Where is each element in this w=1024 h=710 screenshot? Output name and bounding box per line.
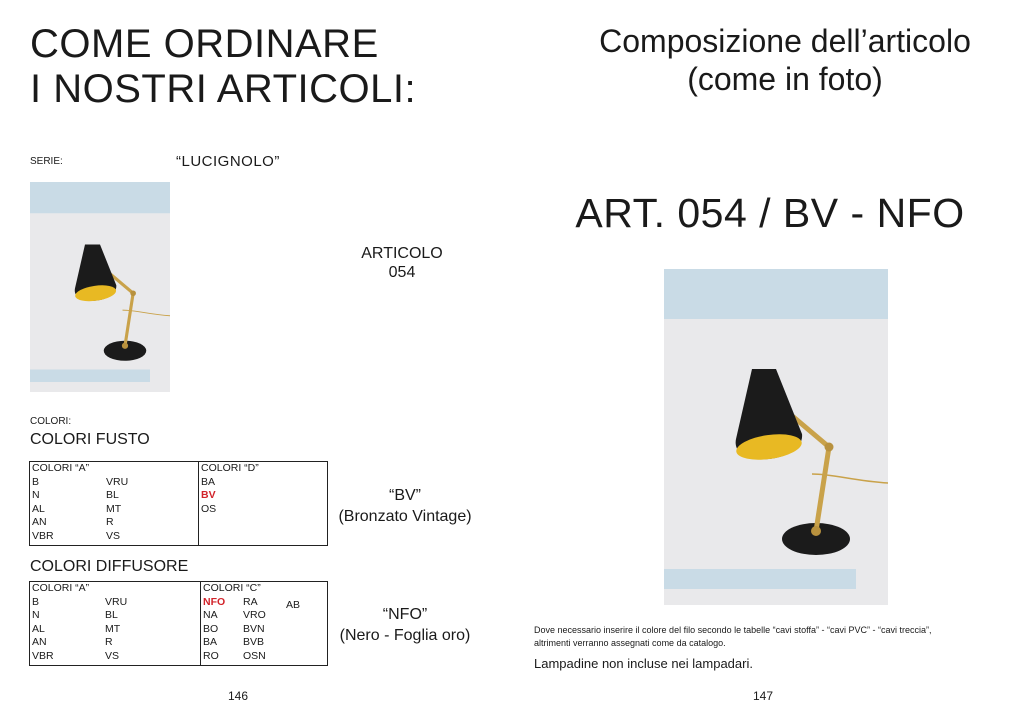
color-code: RA xyxy=(243,595,258,608)
fusto-group-d-header: COLORI “D” xyxy=(201,462,259,474)
lamp-note: Lampadine non incluse nei lampadari. xyxy=(534,656,753,671)
articolo-number: 054 xyxy=(388,264,416,281)
desk-lamp-photo xyxy=(664,269,888,605)
page-number-left: 146 xyxy=(228,689,249,703)
right-title-line-1: Composizione dell’articolo xyxy=(599,23,971,59)
color-code: BO xyxy=(203,622,219,635)
product-photo-small xyxy=(30,182,170,392)
color-code: OSN xyxy=(243,649,266,662)
colori-label: COLORI: xyxy=(30,416,72,427)
color-code: AN xyxy=(32,636,47,648)
color-code: BA xyxy=(201,475,216,488)
color-code: AL xyxy=(32,502,45,515)
fusto-group-d-col1 xyxy=(201,462,259,516)
color-code: AL xyxy=(32,622,45,635)
fusto-selection xyxy=(325,485,485,527)
serie-label: SERIE: xyxy=(30,156,63,167)
color-code: N xyxy=(32,489,40,501)
cable-note xyxy=(534,624,1019,650)
article-code: ART. 054 / BV - NFO xyxy=(575,190,965,236)
diffusore-code: “NFO” xyxy=(382,606,428,623)
color-code: MT xyxy=(105,622,121,635)
color-code: VBR xyxy=(32,649,54,662)
fusto-group-a-col1 xyxy=(32,462,89,543)
diffusore-desc: (Nero - Foglia oro) xyxy=(339,627,471,644)
color-code: BVN xyxy=(243,622,265,635)
fusto-group-a-header: COLORI “A” xyxy=(32,462,90,474)
color-code: R xyxy=(106,516,114,528)
color-code: AB xyxy=(286,599,301,611)
color-code-selected: BV xyxy=(201,489,216,501)
title-line-2: I NOSTRI ARTICOLI: xyxy=(30,67,417,111)
color-code: RO xyxy=(203,649,219,662)
color-code: BA xyxy=(203,636,218,648)
diff-group-c-header: COLORI “C” xyxy=(203,582,261,594)
color-code-selected: NFO xyxy=(203,595,226,608)
color-code: NA xyxy=(203,609,218,621)
diff-group-c-col3 xyxy=(286,599,300,613)
color-code: B xyxy=(32,595,40,608)
fusto-desc: (Bronzato Vintage) xyxy=(338,508,472,525)
title-line-1: COME ORDINARE xyxy=(30,22,379,66)
color-code: OS xyxy=(201,502,217,515)
fusto-code: “BV” xyxy=(389,487,421,504)
articolo-label: ARTICOLO xyxy=(361,245,443,262)
product-photo-large xyxy=(664,269,888,605)
color-code: VS xyxy=(105,649,120,662)
color-code: MT xyxy=(106,502,122,515)
color-code: AN xyxy=(32,516,47,528)
color-code: N xyxy=(32,609,40,621)
fusto-group-a-col2 xyxy=(106,476,128,544)
color-code: R xyxy=(105,636,113,648)
page-number-right: 147 xyxy=(753,689,774,703)
cable-note-line-2: altrimenti verranno assegnati come da catalogo. xyxy=(534,638,726,648)
colori-fusto-heading: COLORI FUSTO xyxy=(30,431,150,448)
color-code: BL xyxy=(105,609,118,621)
color-code: VBR xyxy=(32,529,54,542)
color-code: BVB xyxy=(243,636,265,648)
left-page-title xyxy=(30,22,416,112)
diffusore-selection xyxy=(325,604,485,646)
diff-group-c-col2 xyxy=(243,596,266,664)
right-page-title xyxy=(540,22,1024,98)
articolo-block xyxy=(340,244,464,282)
color-code: BL xyxy=(106,489,119,501)
desk-lamp-photo xyxy=(30,182,170,392)
colori-diffusore-heading: COLORI DIFFUSORE xyxy=(30,558,189,575)
color-code: VRO xyxy=(243,609,266,621)
cable-note-line-1: Dove necessario inserire il colore del filo secondo le tabelle “cavi stoffa” - “cavi PVC” - “cavi treccia”, xyxy=(534,625,932,635)
colori-diffusore-table xyxy=(29,581,328,666)
diff-group-a-col1 xyxy=(32,582,89,663)
color-code: B xyxy=(32,475,40,488)
color-code: VS xyxy=(106,529,121,542)
serie-value: “LUCIGNOLO” xyxy=(176,153,280,170)
right-title-line-2: (come in foto) xyxy=(687,61,883,97)
colori-fusto-table xyxy=(29,461,328,546)
diff-group-a-col2 xyxy=(105,596,127,664)
color-code: VRU xyxy=(105,595,128,608)
color-code: VRU xyxy=(106,475,129,488)
diff-group-a-header: COLORI “A” xyxy=(32,582,90,594)
